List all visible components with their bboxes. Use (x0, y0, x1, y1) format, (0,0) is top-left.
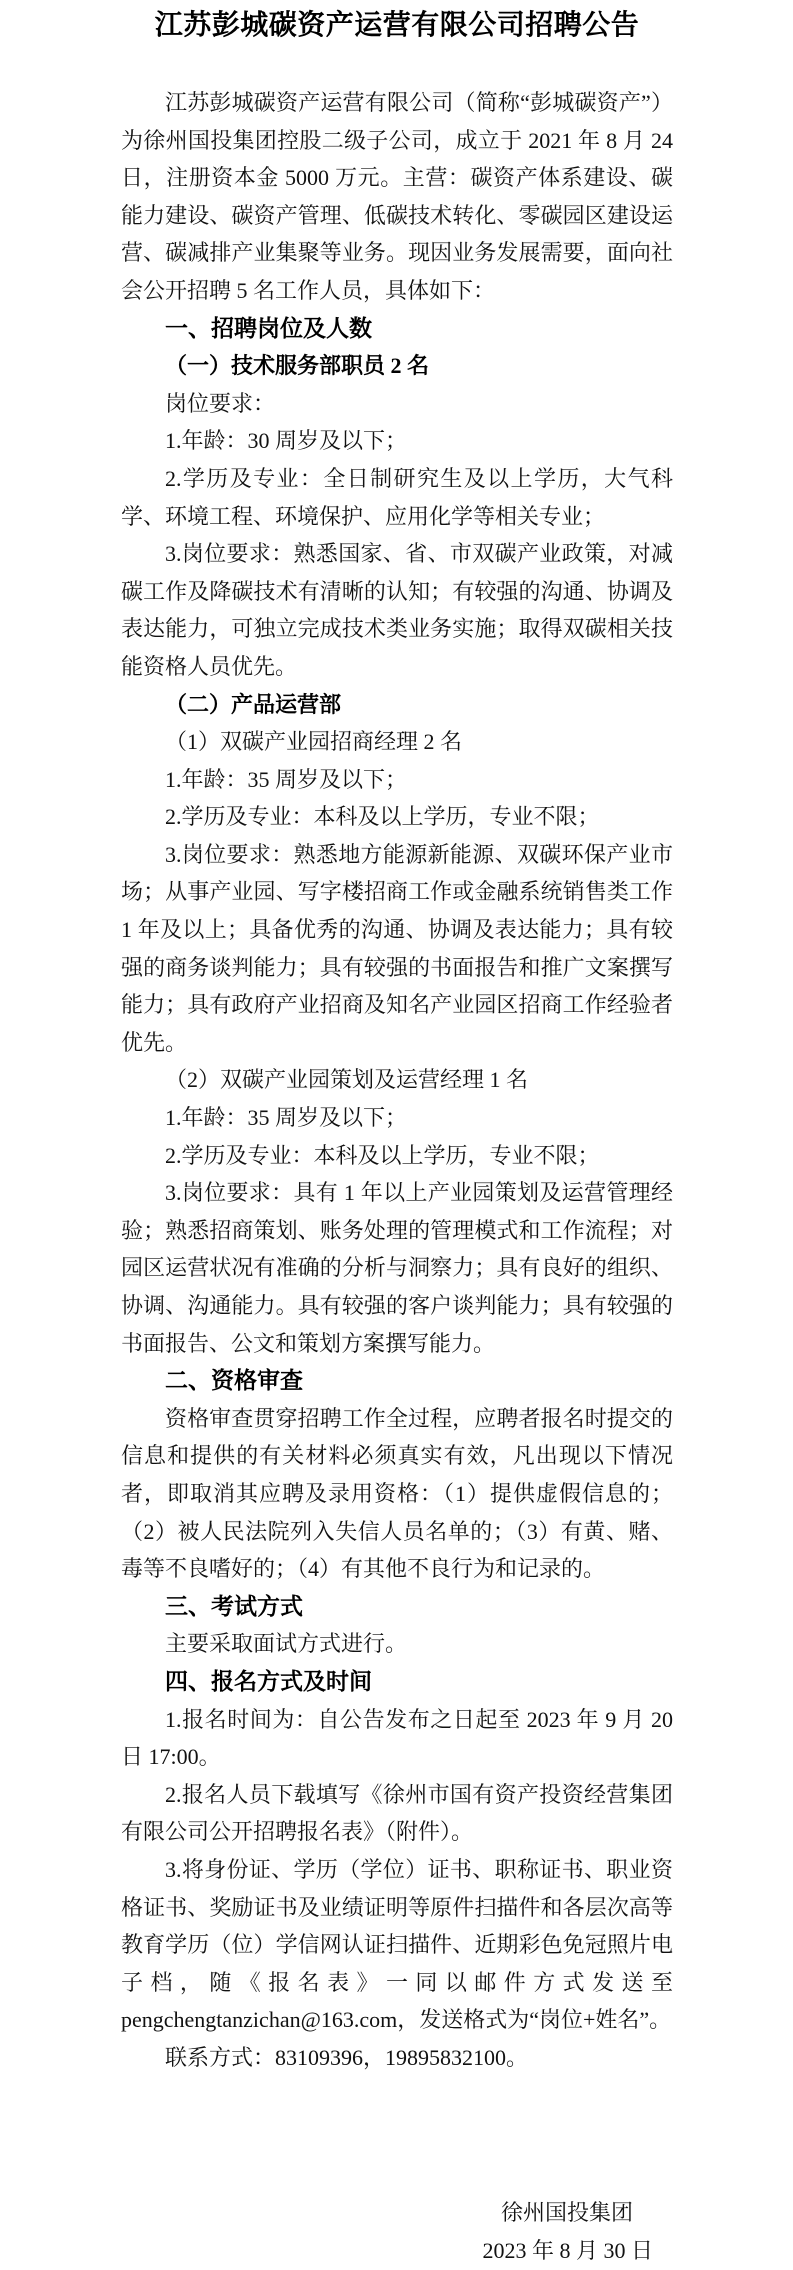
intro-paragraph: 江苏彭城碳资产运营有限公司（简称“彭城碳资产”）为徐州国投集团控股二级子公司，成立于 2021 年 8 月 24 日，注册资本金 5000 万元。主营：碳资产体系建设、碳能力建设、碳资产管理、低碳技术转化、零碳园区建设运营、碳减排产业集聚等业务。现因业务发展需要，面向社会公开招聘 5 名工作人员，具体如下： (121, 90, 673, 303)
tech-requirement-item: 3.岗位要求：熟悉国家、省、市双碳产业政策，对减碳工作及降碳技术有清晰的认知；有较强的沟通、协调及表达能力，可独立完成技术类业务实施；取得双碳相关技能资格人员优先。 (121, 541, 673, 679)
position-2-heading: （2）双碳产业园策划及运营经理 1 名 (165, 1067, 529, 1093)
section-1-2-heading: （二）产品运营部 (165, 691, 342, 717)
tech-education-item: 2.学历及专业：全日制研究生及以上学历，大气科学、环境工程、环境保护、应用化学等相关专业； (121, 465, 673, 529)
section-1-heading: 一、招聘岗位及人数 (165, 314, 372, 341)
position-1-heading: （1）双碳产业园招商经理 2 名 (165, 729, 463, 755)
section-1-1-heading: （一）技术服务部职员 2 名 (165, 353, 430, 379)
signature-date: 2023 年 8 月 30 日 (482, 2238, 653, 2264)
sales-requirement-item: 3.岗位要求：熟悉地方能源新能源、双碳环保产业市场；从事产业园、写字楼招商工作或金融系统销售类工作 1 年及以上；具备优秀的沟通、协调及表达能力；具有较强的商务谈判能力；具有较强的书面报告和推广文案撰写能力；具有政府产业招商及知名产业园区招商工作经验者优先。 (121, 841, 673, 1055)
contact-paragraph: 联系方式：83109396，19895832100。 (165, 2044, 529, 2070)
apply-time-item: 1.报名时间为：自公告发布之日起至 2023 年 9 月 20 日 17:00。 (121, 1706, 673, 1770)
ops-education-item: 2.学历及专业：本科及以上学历，专业不限； (165, 1142, 600, 1168)
signature-company: 徐州国投集团 (500, 2200, 633, 2226)
job-requirements-label: 岗位要求： (165, 390, 276, 416)
document-body (121, 84, 673, 2076)
section-3-heading: 三、考试方式 (165, 1592, 303, 1619)
signature-block (121, 2194, 673, 2269)
exam-method-paragraph: 主要采取面试方式进行。 (165, 1631, 408, 1657)
section-4-heading: 四、报名方式及时间 (165, 1667, 372, 1694)
apply-materials-item: 3.将身份证、学历（学位）证书、职称证书、职业资格证书、奖励证书及业绩证明等原件扫描件和各层次高等教育学历（位）学信网认证扫描件、近期彩色免冠照片电子档，随《报名表》一同以邮件方式发送至pengchengtanzichan@163.com，发送格式为“岗位+姓名”。 (121, 1856, 673, 2033)
qualification-paragraph: 资格审查贯穿招聘工作全过程，应聘者报名时提交的信息和提供的有关材料必须真实有效，凡出现以下情况者，即取消其应聘及录用资格：（1）提供虚假信息的；（2）被人民法院列入失信人员名单的；（3）有黄、赌、毒等不良嗜好的；（4）有其他不良行为和记录的。 (121, 1405, 673, 1582)
sales-age-item: 1.年龄：35 周岁及以下； (165, 766, 408, 792)
section-2-heading: 二、资格审查 (165, 1367, 303, 1394)
sales-education-item: 2.学历及专业：本科及以上学历，专业不限； (165, 804, 600, 830)
tech-age-item: 1.年龄：30 周岁及以下； (165, 428, 408, 454)
apply-form-item: 2.报名人员下载填写《徐州市国有资产投资经营集团有限公司公开招聘报名表》（附件）。 (121, 1781, 673, 1845)
ops-requirement-item: 3.岗位要求：具有 1 年以上产业园策划及运营管理经验；熟悉招商策划、账务处理的管理模式和工作流程；对园区运营状况有准确的分析与洞察力；具有良好的组织、协调、沟通能力。具有较强的客户谈判能力；具有较强的书面报告、公文和策划方案撰写能力。 (121, 1180, 673, 1356)
ops-age-item: 1.年龄：35 周岁及以下； (165, 1105, 408, 1131)
page-title: 江苏彭城碳资产运营有限公司招聘公告 (154, 10, 640, 41)
